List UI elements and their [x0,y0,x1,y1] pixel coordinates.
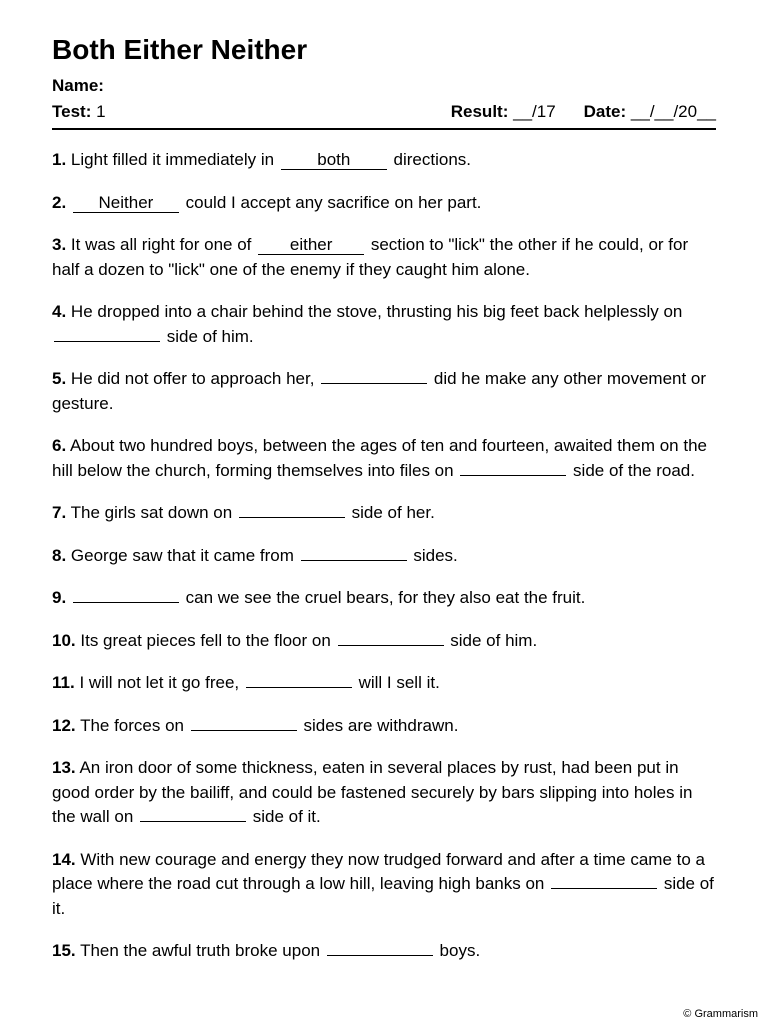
question-text-after: sides. [408,545,458,565]
question-number: 12. [52,715,76,735]
answer-blank[interactable] [191,730,297,731]
answer-blank[interactable] [327,955,433,956]
question-number: 10. [52,630,76,650]
date-info [584,100,716,124]
question-text-after: side of him. [162,326,254,346]
question-item [52,671,716,696]
question-list [52,148,716,964]
question-number: 14. [52,849,76,869]
question-text-before: Then the awful truth broke upon [80,941,325,960]
answer-blank[interactable] [338,645,444,646]
question-text-after: could I accept any sacrifice on her part. [180,192,482,212]
question-item [52,629,716,654]
answer-blank[interactable]: either [258,236,364,255]
worksheet [52,32,716,982]
question-number: 13. [52,758,76,777]
question-item [52,501,716,526]
question-item [52,586,716,611]
question-number: 5. [52,369,67,388]
date-value: __/__/20__ [630,102,716,121]
question-text-before: The girls sat down on [70,503,237,522]
meta-row [52,100,716,124]
answer-blank[interactable] [54,341,160,342]
question-text-before: Light filled it immediately in [70,150,279,169]
answer-blank[interactable] [73,602,179,603]
question-item [52,367,716,416]
question-text-before: An iron door of some thickness, eaten in several places by rust, had been put in good order by the bailiff, and could be fastened securely by bars slipping into holes in the wall on [52,758,693,826]
question-text-before: He dropped into a chair behind the stove, thrusting his big feet back helplessly on [70,302,683,321]
question-text-before: He did not offer to approach her, [70,369,320,388]
question-number: 3. [52,235,67,254]
question-item [52,544,716,569]
question-number: 8. [52,545,67,565]
question-text-after: can we see the cruel bears, for they also eat the fruit. [180,588,586,607]
question-item [52,233,716,282]
question-number: 15. [52,941,76,960]
question-text-after: sides are withdrawn. [298,715,459,735]
question-item [52,148,716,173]
question-number: 1. [52,150,67,169]
page-title: Both Either Neither [52,34,308,65]
question-item [52,191,716,216]
question-text-after: side of it. [52,874,714,918]
result-date-group [451,100,716,124]
test-value: 1 [96,102,106,121]
result-info [451,100,556,124]
answer-blank[interactable] [239,517,345,518]
question-text-after: side of him. [445,630,538,650]
date-label: Date: [583,102,627,121]
question-text-after: section to "lick" the other if he could, or for half a dozen to "lick" one of the enemy if they caught him alone. [52,235,689,279]
answer-blank[interactable]: Neither [73,194,179,213]
test-info [52,100,106,124]
answer-blank[interactable] [321,383,427,384]
answer-blank[interactable] [301,560,407,561]
result-value: __/17 [513,102,556,121]
question-text-after: boys. [434,941,481,960]
question-text-before: The forces on [80,715,189,735]
header-divider [52,128,716,130]
question-text-after: did he make any other movement or gesture. [52,369,707,413]
name-field-label: Name: [52,76,104,95]
question-item [52,848,716,922]
question-text-after: side of it. [248,807,321,826]
copyright-footer: © Grammarism [683,1008,758,1020]
question-text-before: With new courage and energy they now trudged forward and after a time came to a place where the road cut through a low hill, leaving high banks on [52,849,706,893]
question-item [52,939,716,964]
question-number: 9. [52,588,67,607]
test-label: Test: [52,102,92,121]
question-item [52,756,716,830]
question-text-before: It was all right for one of [70,235,257,254]
question-number: 11. [52,673,75,692]
question-item [52,300,716,349]
answer-blank[interactable] [460,475,566,476]
question-item [52,434,716,483]
question-text-before: Its great pieces fell to the floor on [80,630,336,650]
question-number: 2. [52,192,67,212]
question-text-after: will I sell it. [353,673,440,692]
question-number: 7. [52,503,67,522]
question-text-after: directions. [388,150,471,169]
answer-blank[interactable] [551,888,657,889]
question-text-after: side of the road. [568,460,695,480]
question-text-before: I will not let it go free, [79,673,244,692]
answer-blank[interactable]: both [281,151,387,170]
question-number: 4. [52,302,67,321]
question-text-before: About two hundred boys, between the ages of ten and fourteen, awaited them on the hill below the church, forming themselves into files on [52,436,707,480]
question-text-before: George saw that it came from [70,545,299,565]
question-text-after: side of her. [346,503,435,522]
question-number: 6. [52,436,67,455]
answer-blank[interactable] [246,687,352,688]
result-label: Result: [450,102,509,121]
question-item [52,714,716,739]
answer-blank[interactable] [140,821,246,822]
